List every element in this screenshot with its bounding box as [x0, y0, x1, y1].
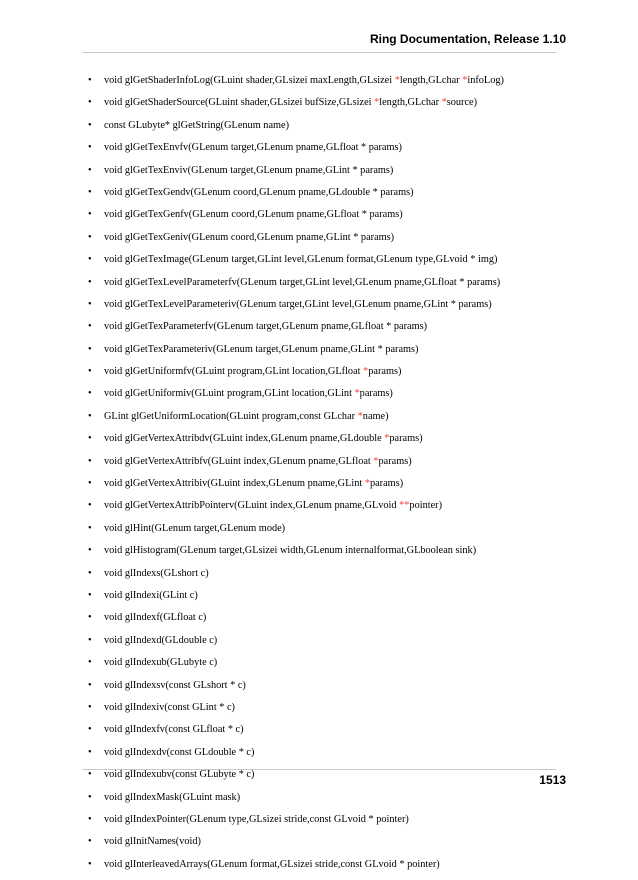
signature-text: infoLog): [467, 75, 504, 86]
function-signature: [104, 387, 393, 401]
list-item: [84, 253, 564, 275]
bullet-icon: •: [88, 545, 92, 557]
function-signature: [104, 477, 403, 491]
list-item: [84, 74, 564, 96]
function-signature: [104, 701, 235, 715]
function-signature: [104, 768, 254, 782]
list-item: [84, 119, 564, 141]
list-item: [84, 186, 564, 208]
list-item: [84, 611, 564, 633]
list-item: [84, 298, 564, 320]
function-signature: [104, 320, 427, 334]
bullet-icon: •: [88, 75, 92, 86]
function-signature: [104, 499, 442, 513]
function-signature: [104, 656, 217, 670]
pointer-asterisk: *: [462, 75, 468, 86]
function-signature: [104, 567, 209, 581]
bullet-icon: •: [88, 186, 92, 198]
bullet-icon: •: [88, 478, 92, 490]
function-signature: [104, 522, 285, 536]
pointer-asterisk: *: [357, 410, 363, 422]
bullet-icon: •: [88, 321, 92, 333]
signature-text: source): [446, 97, 478, 109]
function-signature: [104, 410, 389, 424]
signature-text: void glIndexPointer(GLenum type,GLsizei stride,const GLvoid * pointer): [104, 813, 409, 825]
list-item: [84, 365, 564, 387]
function-signature: [104, 858, 440, 872]
function-signature: [104, 96, 477, 110]
signature-text: void glIndexubv(const GLubyte * c): [104, 769, 255, 781]
bullet-icon: •: [88, 679, 92, 691]
bullet-icon: •: [88, 119, 92, 131]
list-item: [84, 544, 564, 566]
function-signature: [104, 74, 504, 88]
signature-text: length,GLchar: [399, 75, 463, 86]
bullet-icon: •: [88, 634, 92, 646]
function-signature: [104, 634, 217, 648]
bullet-icon: •: [88, 343, 92, 355]
function-signature: [104, 343, 418, 357]
function-list: [84, 74, 564, 880]
signature-text: void glGetTexParameterfv(GLenum target,GLenum pname,GLfloat * params): [104, 321, 428, 333]
list-item: [84, 858, 564, 880]
function-signature: [104, 298, 492, 312]
bullet-icon: •: [88, 298, 92, 310]
bullet-icon: •: [88, 769, 92, 781]
bullet-icon: •: [88, 612, 92, 624]
signature-text: const GLubyte* glGetString(GLenum name): [104, 119, 290, 131]
signature-text: void glGetVertexAttribdv(GLuint index,GLenum pname,GLdouble: [104, 433, 385, 445]
signature-text: void glGetUniformiv(GLuint program,GLint location,GLint: [104, 388, 355, 400]
signature-text: void glGetVertexAttribfv(GLuint index,GLenum pname,GLfloat: [104, 455, 374, 467]
function-signature: [104, 365, 401, 379]
function-signature: [104, 208, 403, 222]
bullet-icon: •: [88, 746, 92, 758]
list-item: [84, 276, 564, 298]
function-signature: [104, 186, 414, 200]
bullet-icon: •: [88, 813, 92, 825]
signature-text: void glGetTexImage(GLenum target,GLint level,GLenum format,GLenum type,GLvoid * img): [104, 254, 498, 266]
function-signature: [104, 723, 244, 737]
bullet-icon: •: [88, 276, 92, 288]
signature-text: void glGetTexGendv(GLenum coord,GLenum pname,GLdouble * params): [104, 186, 414, 198]
list-item: [84, 813, 564, 835]
function-signature: [104, 119, 289, 133]
bullet-icon: •: [88, 522, 92, 534]
list-item: [84, 791, 564, 813]
page-number: 1513: [539, 773, 566, 787]
list-item: [84, 679, 564, 701]
bullet-icon: •: [88, 388, 92, 400]
bullet-icon: •: [88, 164, 92, 176]
signature-text: void glGetTexGeniv(GLenum coord,GLenum pname,GLint * params): [104, 231, 395, 243]
signature-text: void glIndexub(GLubyte c): [104, 657, 218, 669]
pointer-asterisk: **: [399, 500, 410, 512]
bullet-icon: •: [88, 254, 92, 266]
signature-text: GLint glGetUniformLocation(GLuint program,const GLchar: [104, 410, 358, 422]
signature-text: void glIndexd(GLdouble c): [104, 634, 218, 646]
pointer-asterisk: *: [364, 478, 370, 490]
function-signature: [104, 835, 201, 849]
signature-text: void glGetTexEnvfv(GLenum target,GLenum pname,GLfloat * params): [104, 142, 402, 154]
bullet-icon: •: [88, 791, 92, 803]
bullet-icon: •: [88, 209, 92, 221]
running-header: Ring Documentation, Release 1.10: [369, 32, 566, 46]
list-item: [84, 656, 564, 678]
header-rule: [82, 52, 556, 53]
list-item: [84, 410, 564, 432]
bullet-icon: •: [88, 455, 92, 467]
list-item: [84, 96, 564, 118]
pointer-asterisk: *: [363, 366, 369, 378]
list-item: [84, 208, 564, 230]
bullet-icon: •: [88, 589, 92, 601]
signature-text: void glGetVertexAttribPointerv(GLuint index,GLenum pname,GLvoid: [104, 500, 400, 512]
footer-rule: [82, 769, 556, 770]
signature-text: void glIndexi(GLint c): [104, 589, 198, 601]
function-signature: [104, 589, 198, 603]
bullet-icon: •: [88, 657, 92, 669]
list-item: [84, 387, 564, 409]
list-item: [84, 589, 564, 611]
list-item: [84, 723, 564, 745]
signature-text: void glInterleavedArrays(GLenum format,GLsizei stride,const GLvoid * pointer): [104, 858, 440, 870]
function-signature: [104, 276, 500, 290]
function-signature: [104, 746, 254, 760]
bullet-icon: •: [88, 500, 92, 512]
signature-text: void glIndexdv(const GLdouble * c): [104, 746, 255, 758]
list-item: [84, 522, 564, 544]
function-signature: [104, 231, 394, 245]
list-item: [84, 432, 564, 454]
signature-text: params): [389, 433, 423, 445]
list-item: [84, 320, 564, 342]
signature-text: void glGetTexLevelParameterfv(GLenum target,GLint level,GLenum pname,GLfloat * params): [104, 276, 501, 288]
function-signature: [104, 679, 246, 693]
signature-text: void glHistogram(GLenum target,GLsizei width,GLenum internalformat,GLboolean sink): [104, 545, 477, 557]
signature-text: void glIndexf(GLfloat c): [104, 612, 207, 624]
signature-text: params): [368, 366, 402, 378]
signature-text: void glIndexfv(const GLfloat * c): [104, 724, 244, 736]
bullet-icon: •: [88, 97, 92, 109]
signature-text: void glGetTexGenfv(GLenum coord,GLenum pname,GLfloat * params): [104, 209, 403, 221]
pointer-asterisk: *: [373, 455, 379, 467]
signature-text: void glIndexiv(const GLint * c): [104, 701, 235, 713]
list-item: [84, 835, 564, 857]
pointer-asterisk: *: [354, 388, 360, 400]
list-item: [84, 141, 564, 163]
bullet-icon: •: [88, 858, 92, 870]
signature-text: name): [362, 410, 389, 422]
signature-text: void glHint(GLenum target,GLenum mode): [104, 522, 286, 534]
signature-text: pointer): [409, 500, 443, 512]
bullet-icon: •: [88, 410, 92, 422]
list-item: [84, 701, 564, 723]
function-signature: [104, 611, 206, 625]
signature-text: void glGetTexEnviv(GLenum target,GLenum pname,GLint * params): [104, 164, 394, 176]
list-item: [84, 164, 564, 186]
pointer-asterisk: *: [394, 75, 400, 86]
signature-text: length,GLchar: [379, 97, 442, 109]
signature-text: void glIndexsv(const GLshort * c): [104, 679, 246, 691]
pointer-asterisk: *: [374, 97, 380, 109]
bullet-icon: •: [88, 836, 92, 848]
list-item: [84, 768, 564, 790]
list-item: [84, 455, 564, 477]
bullet-icon: •: [88, 567, 92, 579]
list-item: [84, 746, 564, 768]
signature-text: void glGetVertexAttribiv(GLuint index,GLenum pname,GLint: [104, 478, 365, 490]
pointer-asterisk: *: [384, 433, 390, 445]
list-item: [84, 231, 564, 253]
bullet-icon: •: [88, 724, 92, 736]
signature-text: params): [369, 478, 404, 490]
function-signature: [104, 253, 497, 267]
pointer-asterisk: *: [441, 97, 447, 109]
bullet-icon: •: [88, 701, 92, 713]
signature-text: void glIndexMask(GLuint mask): [104, 791, 241, 803]
bullet-icon: •: [88, 366, 92, 378]
function-signature: [104, 544, 476, 558]
list-item: [84, 499, 564, 521]
signature-text: void glGetTexLevelParameteriv(GLenum target,GLint level,GLenum pname,GLint * params): [104, 298, 492, 310]
signature-text: void glIndexs(GLshort c): [104, 567, 209, 579]
signature-text: params): [378, 455, 412, 467]
bullet-icon: •: [88, 142, 92, 154]
signature-text: void glGetShaderInfoLog(GLuint shader,GLsizei maxLength,GLsizei: [104, 75, 395, 86]
function-signature: [104, 141, 402, 155]
signature-text: void glGetShaderSource(GLuint shader,GLsizei bufSize,GLsizei: [104, 97, 375, 109]
signature-text: void glGetUniformfv(GLuint program,GLint location,GLfloat: [104, 366, 364, 378]
list-item: [84, 634, 564, 656]
signature-text: params): [359, 388, 393, 400]
list-item: [84, 567, 564, 589]
signature-text: void glGetTexParameteriv(GLenum target,GLenum pname,GLint * params): [104, 343, 419, 355]
bullet-icon: •: [88, 433, 92, 445]
function-signature: [104, 455, 412, 469]
list-item: [84, 343, 564, 365]
function-signature: [104, 791, 240, 805]
bullet-icon: •: [88, 231, 92, 243]
signature-text: void glInitNames(void): [104, 836, 201, 848]
function-signature: [104, 432, 423, 446]
list-item: [84, 477, 564, 499]
function-signature: [104, 164, 393, 178]
